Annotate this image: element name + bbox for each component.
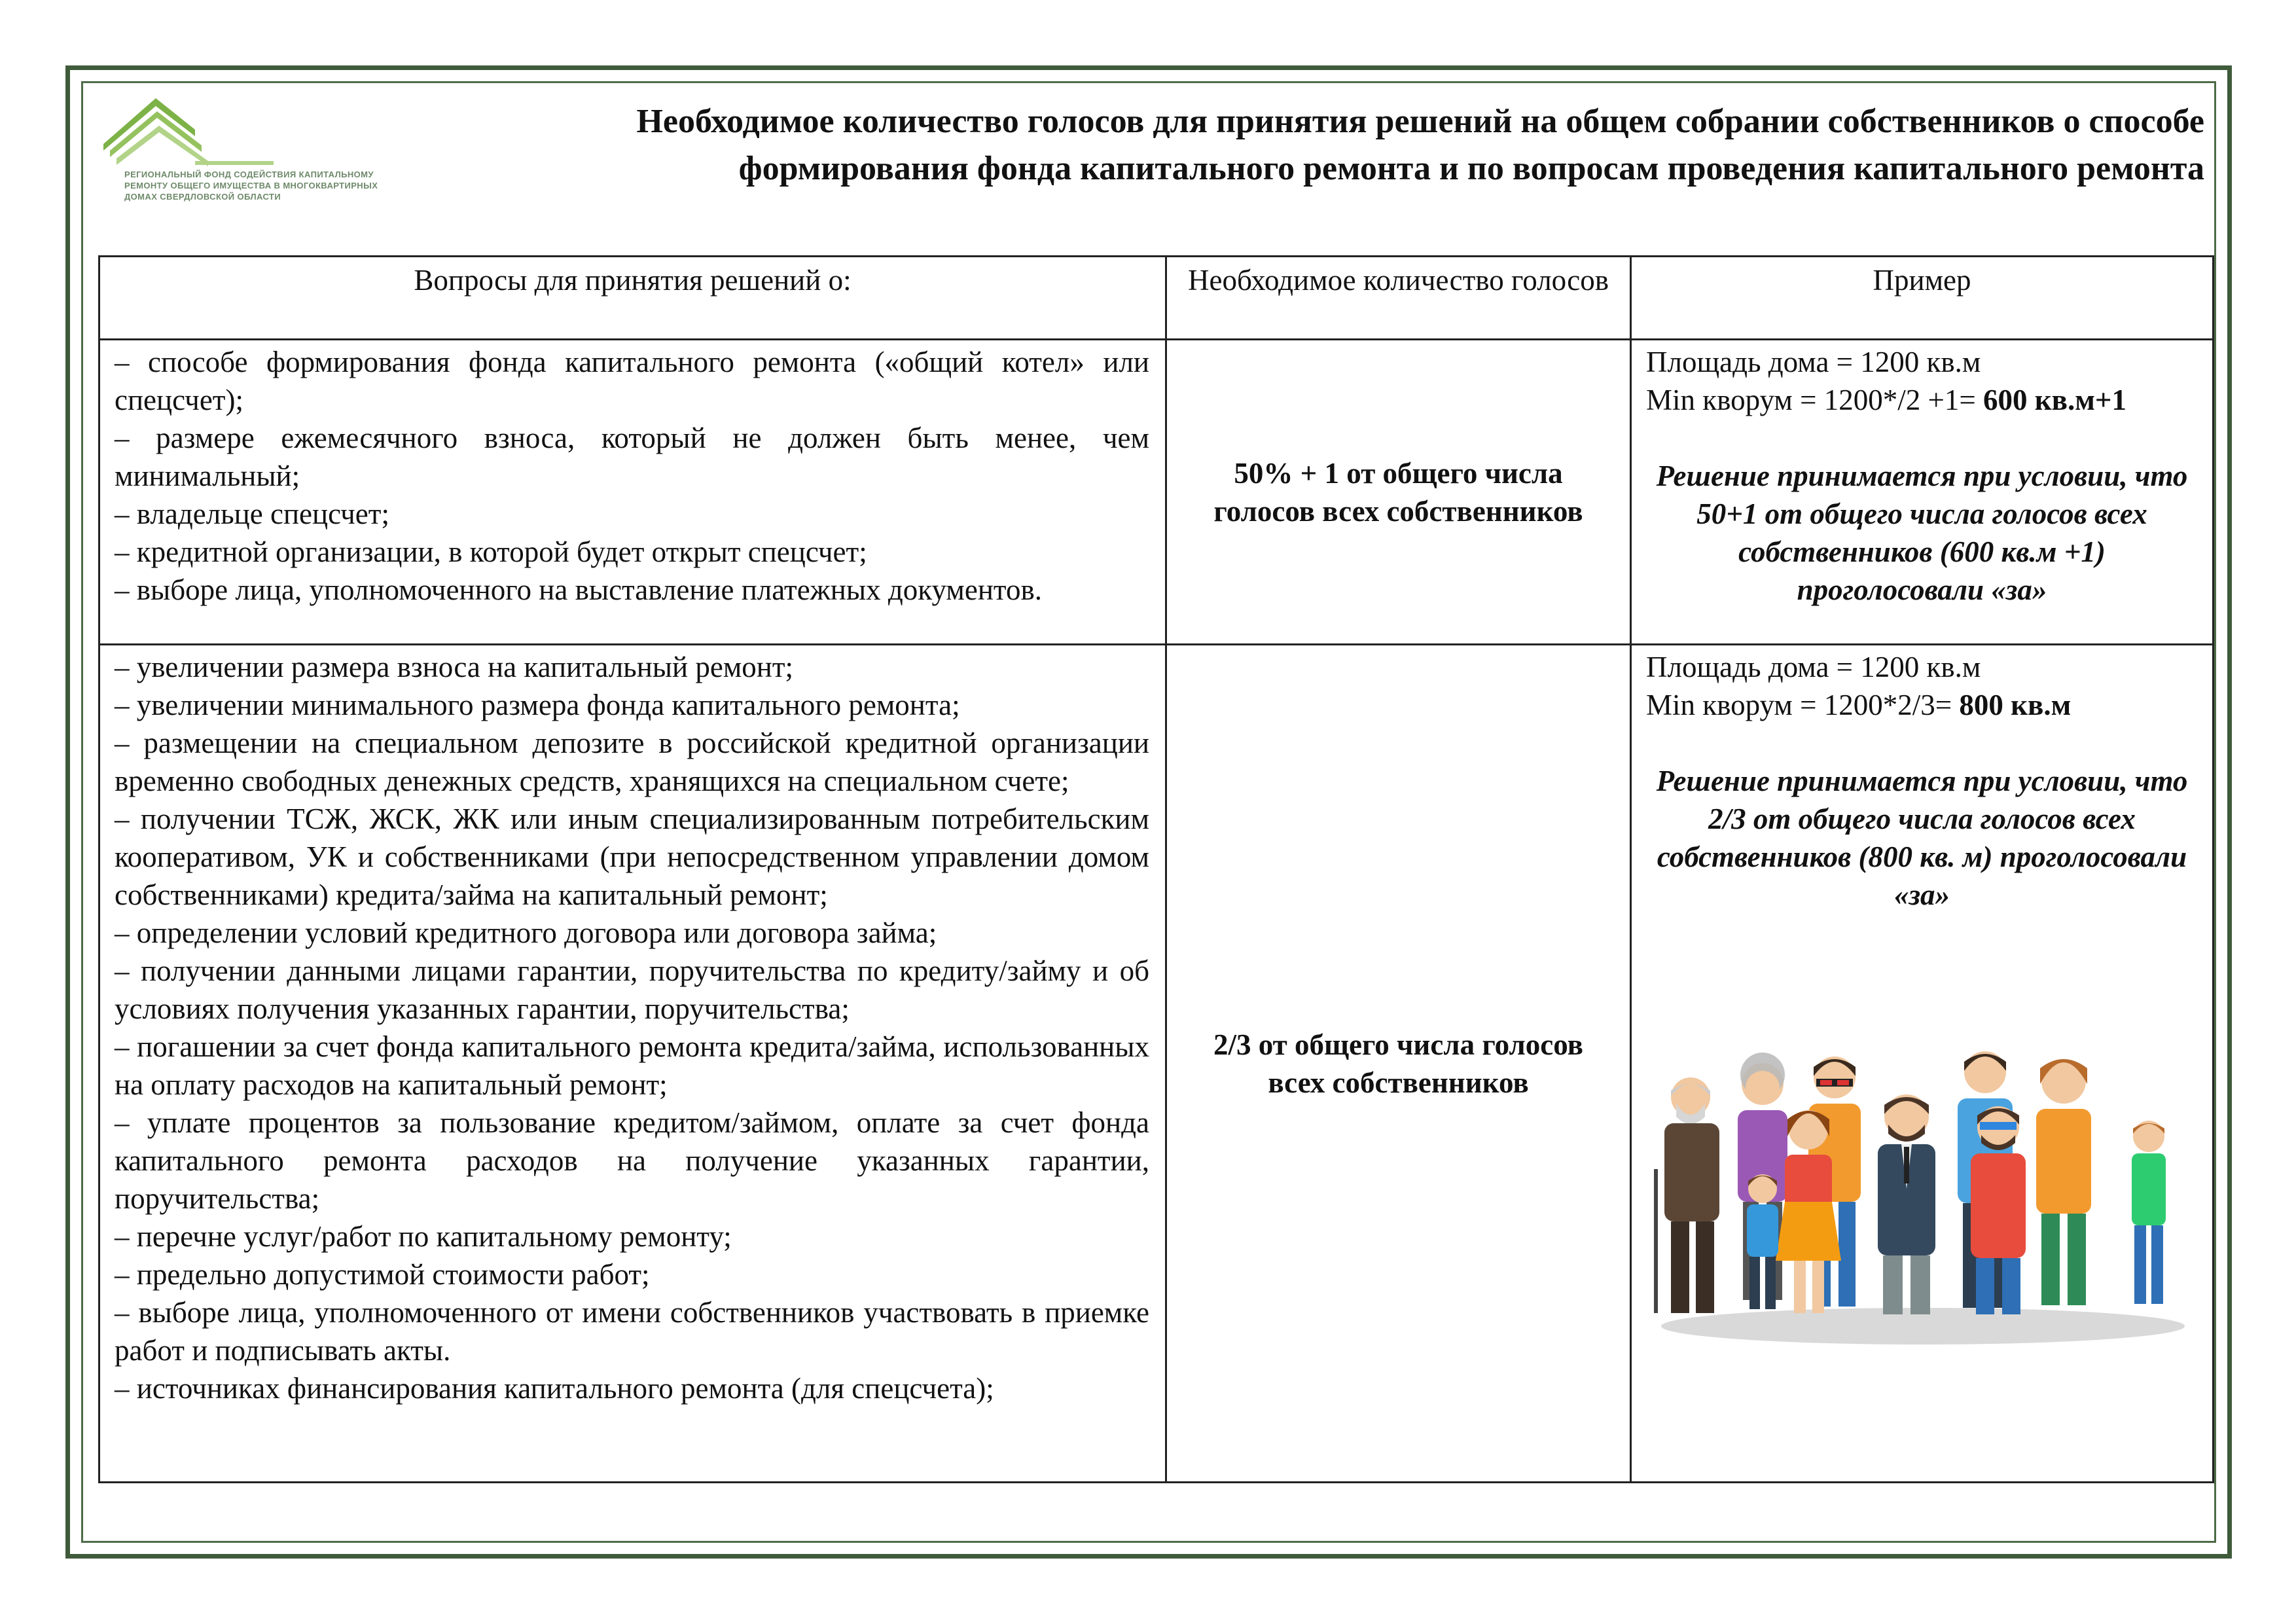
example-cell [1631,645,2214,1483]
example-quorum [1646,381,2198,419]
votes-cell: 50% + 1 от общего числа голосов всех собственников [1166,340,1631,645]
page-title: Необходимое количество голосов для принятия решений на общем собрании собственников о способе формирования фонда капитального ремонта и по вопросам проведения капитального ремонта [636,103,2204,187]
list-item: – выборе лица, уполномоченного от имени собственников участвовать в приемке работ и подписывать акты. [115,1296,1149,1367]
list-item: – кредитной организации, в которой будет открыт спецсчет; [115,535,867,568]
example-area: Площадь дома = 1200 кв.м [1646,346,1981,378]
list-item: – уплате процентов за пользование кредитом/займом, оплате за счет фонда капитального ремонта расходов на получение указанных гарантии, поручительства; [115,1106,1149,1215]
header-questions: Вопросы для принятия решений о: [99,257,1166,340]
person-icon [1878,1094,1935,1314]
list-item: – определении условий кредитного договора или договора займа; [115,916,937,949]
list-item: – источниках финансирования капитального ремонта (для спецсчета); [115,1372,994,1405]
list-item: – перечне услуг/работ по капитальному ремонту; [115,1220,732,1253]
person-icon [2132,1121,2166,1304]
list-item: – размещении на специальном депозите в российской кредитной организации временно свободных денежных средств, хранящихся на специальном счете; [115,727,1149,797]
list-item: – увеличении размера взноса на капитальный ремонт; [115,651,794,683]
example-condition: Решение принимается при условии, что 2/3 от общего числа голосов всех собственников (800 кв. м) проголосовали «за» [1656,765,2188,911]
votes-cell: 2/3 от общего числа голосов всех собственников [1166,645,1631,1483]
person-icon [1747,1174,1778,1309]
list-item: – выборе лица, уполномоченного на выставление платежных документов. [115,573,1042,606]
quorum-value: 800 кв.м [1959,689,2072,721]
quorum-prefix: Min кворум = 1200*/2 +1= [1646,384,1983,416]
votes-table [98,255,2214,1483]
people-group-illustration [1645,1038,2201,1346]
list-item: – способе формирования фонда капитального ремонта («общий котел» или спецсчет); [115,346,1149,416]
list-item: – увеличении минимального размера фонда капитального ремонта; [115,689,960,721]
header-votes: Необходимое количество голосов [1166,257,1631,340]
example-cell [1631,340,2214,645]
list-item: – получении данными лицами гарантии, поручительства по кредиту/займу и об условиях получения указанных гарантии, поручительства; [115,954,1149,1025]
table-row [99,340,2214,645]
house-roof-icon [97,98,411,170]
table-row [99,645,2214,1483]
example-condition: Решение принимается при условии, что 50+1 от общего числа голосов всех собственников (600 кв.м +1) проголосовали «за» [1656,460,2188,606]
list-item: – предельно допустимой стоимости работ; [115,1258,650,1291]
logo-text: РЕГИОНАЛЬНЫЙ ФОНД СОДЕЙСТВИЯ КАПИТАЛЬНОМУ РЕМОНТУ ОБЩЕГО ИМУЩЕСТВА В МНОГОКВАРТИРНЫХ ДОМАХ СВЕРДЛОВСКОЙ ОБЛАСТИ [124,170,378,202]
example-area: Площадь дома = 1200 кв.м [1646,651,1981,683]
list-item: – владельце спецсчет; [115,497,389,530]
person-icon [2036,1059,2091,1305]
list-item: – погашении за счет фонда капитального ремонта кредита/займа, использованных на оплату расходов на капитальный ремонт; [115,1030,1149,1101]
list-item: – размере ежемесячного взноса, который не должен быть менее, чем минимальный; [115,422,1149,492]
table-header-row [99,257,2214,340]
header-example: Пример [1631,257,2214,340]
person-icon [1654,1077,1719,1313]
example-quorum [1646,686,2198,724]
fund-logo [97,98,411,216]
list-item: – получении ТСЖ, ЖСК, ЖК или иным специализированным потребительским кооперативом, УК и собственниками (при непосредственном управлении домом собственниками) кредита/займа на капитальный ремонт; [115,803,1149,911]
quorum-prefix: Min кворум = 1200*2/3= [1646,689,1960,721]
quorum-value: 600 кв.м+1 [1983,384,2127,416]
questions-cell [99,645,1166,1483]
questions-cell [99,340,1166,645]
